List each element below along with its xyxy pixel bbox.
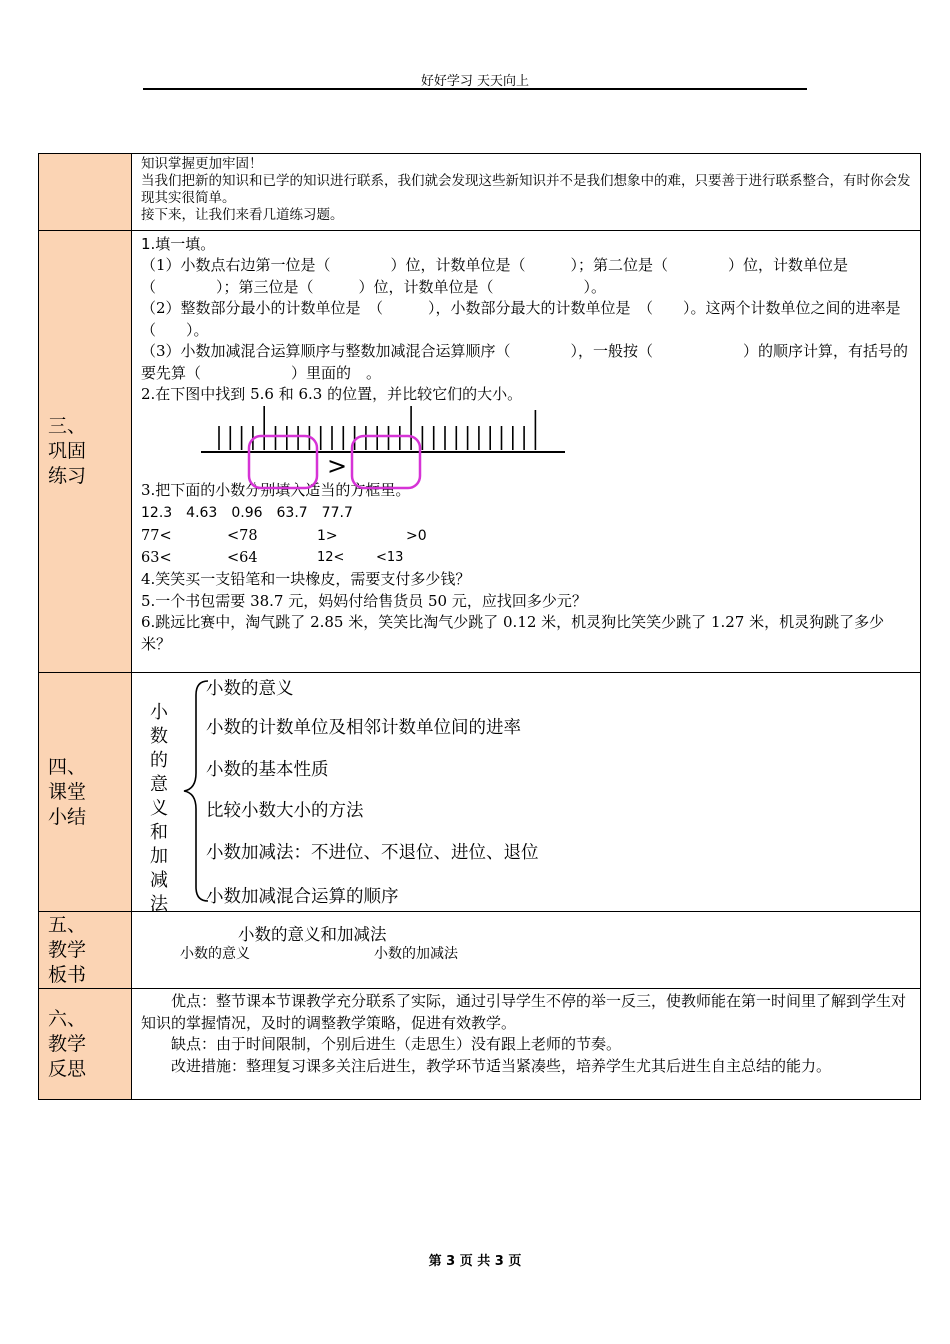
compare-77-lt: 77<	[141, 528, 172, 544]
reflection-pros: 优点：整节课本节课教学充分联系了实际，通过引导学生不停的举一反三，使教师能在第一时间里了解到学生对知识的掌握情况，及时的调整教学策略，促进有效教学。	[141, 992, 907, 1032]
header-rule	[143, 88, 807, 90]
intro-line-3: 接下来，让我们来看几道练习题。	[141, 207, 344, 223]
summary-item-4: 比较小数大小的方法	[206, 801, 364, 821]
compare-63-lt: 63<	[141, 550, 172, 566]
compare-12-lt: 12<	[317, 550, 345, 565]
q6-text: 6.跳远比赛中，淘气跳了 2.85 米，笑笑比淘气少跳了 0.12 米，机灵狗比笑笑少跳了 1.27 米，机灵狗跳了多少米？	[141, 613, 885, 653]
lesson-table	[38, 153, 921, 1100]
practice-section-label	[39, 414, 131, 489]
q1-part-2: （2）整数部分最小的计数单位是 （ ），小数部分最大的计数单位是 （ ）。这两个计数单位之间的进率是（ ）。	[141, 299, 901, 339]
summary-section-cell	[39, 673, 132, 912]
reflection-section-text: 六、教学反思	[48, 1007, 87, 1080]
summary-item-1: 小数的意义	[206, 679, 294, 699]
reflection-content	[132, 989, 921, 1100]
intro-section-cell	[39, 154, 132, 231]
q2-text: 2.在下图中找到 5.6 和 6.3 的位置，并比较它们的大小。	[141, 385, 523, 403]
compare-gt-0: >0	[406, 528, 427, 544]
board-title: 小数的意义和加减法	[238, 925, 387, 944]
intro-line-1: 知识掌握更加牢固！	[141, 156, 263, 172]
reflection-improve: 改进措施：整理复习课多关注后进生，教学环节适当紧凑些，培养学生尤其后进生自主总结的能力。	[171, 1056, 832, 1075]
summary-item-3: 小数的基本性质	[206, 760, 329, 780]
board-row	[39, 912, 921, 989]
page-header: 好好学习 天天向上	[420, 74, 530, 89]
intro-row	[39, 154, 921, 231]
q1-part-3: （3）小数加减混合运算顺序与整数加减混合运算顺序（ ），一般按（ ）的顺序计算，有括号的要先算（ ）里面的 。	[141, 342, 909, 382]
board-diagram	[132, 912, 920, 985]
comparison-sign: >	[327, 451, 348, 480]
q1-part-1: （1）小数点右边第一位是（ ）位，计数单位是（ ）；第二位是（ ）位，计数单位是（ ）；第三位是（ ）位，计数单位是（ ）。	[141, 256, 849, 296]
practice-row	[39, 231, 921, 673]
brace-icon	[178, 673, 218, 909]
summary-topic: 小数的意义和加减法	[150, 702, 168, 915]
q4-text: 4.笑笑买一支铅笔和一块橡皮，需要支付多少钱？	[141, 570, 471, 588]
number-line	[141, 406, 912, 496]
board-section-text: 五、教学板书	[48, 913, 87, 986]
compare-1-gt: 1>	[317, 528, 338, 544]
practice-section-cell	[39, 231, 132, 673]
highlight-box-left	[249, 436, 317, 488]
summary-content	[132, 673, 921, 915]
q3-text: 3.把下面的小数分别填入适当的方框里。	[141, 480, 411, 499]
board-section-label	[39, 913, 131, 988]
compare-row-1	[141, 525, 912, 547]
board-left: 小数的意义	[180, 946, 250, 962]
summary-item-6: 小数加减混合运算的顺序	[206, 887, 399, 907]
number-line-svg	[201, 406, 621, 498]
compare-lt-64: <64	[227, 550, 258, 566]
reflection-section-cell	[39, 989, 132, 1100]
q3-numbers: 12.3 4.63 0.96 63.7 77.7	[141, 505, 353, 521]
highlight-box-right	[352, 436, 420, 488]
compare-lt-13: <13	[376, 550, 404, 565]
practice-content	[132, 231, 921, 673]
board-section-cell	[39, 912, 132, 989]
board-content	[132, 912, 921, 989]
page-footer: 第 3 页 共 3 页	[428, 1254, 522, 1269]
number-line-ticks	[219, 406, 535, 450]
summary-section-text: 四、课堂小结	[48, 755, 87, 828]
intro-content	[132, 154, 921, 231]
q1-title: 1.填一填。	[141, 235, 216, 253]
intro-line-2: 当我们把新的知识和已学的知识进行联系，我们就会发现这些新知识并不是我们想象中的难，只要善于进行联系整合，有时你会发现其实很简单。	[141, 173, 911, 206]
summary-item-5: 小数加减法：不进位、不退位、进位、退位	[206, 843, 539, 863]
summary-row	[39, 673, 921, 912]
summary-diagram	[132, 673, 920, 915]
summary-item-2: 小数的计数单位及相邻计数单位间的进率	[206, 718, 521, 738]
reflection-row	[39, 989, 921, 1100]
board-right: 小数的加减法	[374, 946, 458, 962]
practice-section-text: 三、巩固练习	[48, 415, 87, 487]
compare-lt-78: <78	[227, 528, 258, 544]
reflection-cons: 缺点：由于时间限制，个别后进生（走思生）没有跟上老师的节奏。	[171, 1035, 622, 1053]
summary-section-label	[39, 755, 131, 830]
compare-row-2	[141, 547, 912, 569]
q5-text: 5.一个书包需要 38.7 元，妈妈付给售货员 50 元，应找回多少元？	[141, 591, 587, 610]
reflection-section-label	[39, 1007, 131, 1082]
